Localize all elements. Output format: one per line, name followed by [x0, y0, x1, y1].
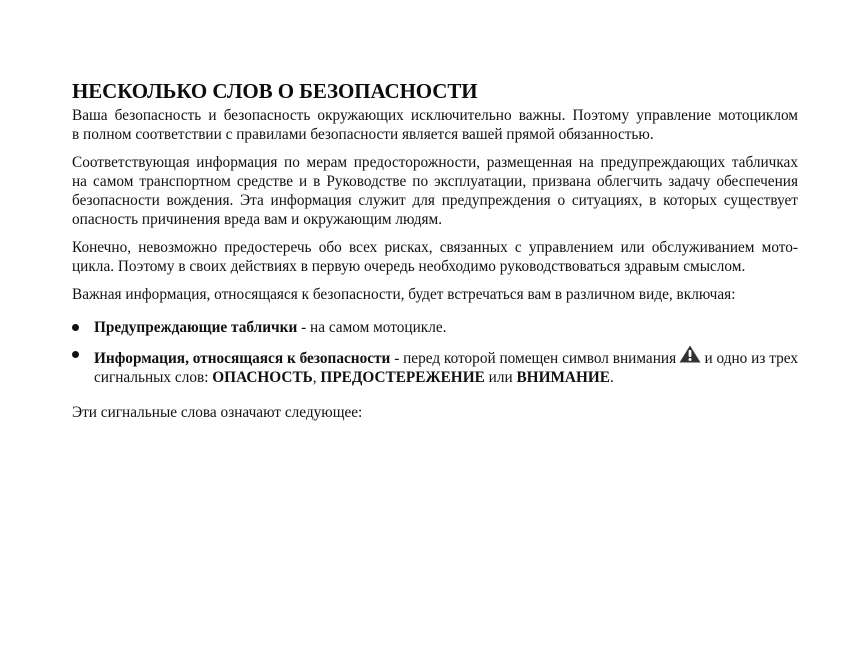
paragraph-info-forms	[72, 285, 798, 304]
bullet-term: Предупреждающие таблички	[94, 319, 298, 336]
text-line: в полном соответствии с правилами безопасности является вашей прямой обязанностью.	[72, 126, 654, 143]
text-line: Эти сигнальные слова означают следующее:	[72, 404, 363, 421]
text-line	[94, 345, 798, 368]
bullet-list	[72, 318, 798, 387]
bullet-term: Информация, относящаяся к безопасности	[94, 350, 391, 367]
text-line: Соответствующая информация по мерам предосторожности, размещенная на предупреждающих табличках	[72, 154, 798, 171]
safety-section	[72, 78, 798, 422]
paragraph-intro	[72, 106, 798, 144]
signal-word-danger: ОПАСНОСТЬ	[212, 369, 313, 386]
text-line: на самом транспортном средстве и в Руководстве по эксплуатации, призвана облегчить задачу обеспечения	[72, 173, 798, 190]
bullet-icon	[72, 351, 79, 358]
bullet-text: сигнальных слов:	[94, 369, 213, 386]
text-line: опасность причинения вреда вам и окружающим людям.	[72, 211, 443, 228]
bullet-icon	[72, 324, 79, 331]
warning-triangle-icon	[679, 345, 701, 363]
separator: ,	[312, 369, 321, 386]
text-line: Конечно, невозможно предостеречь обо всех рисках, связанных с управлением или обслуживанием мото-	[72, 239, 798, 256]
bullet-line-part	[94, 349, 676, 368]
list-item	[72, 318, 798, 337]
paragraph-closing	[72, 403, 798, 422]
section-title: НЕСКОЛЬКО СЛОВ О БЕЗОПАСНОСТИ	[72, 79, 478, 103]
bullet-text: - перед которой помещен символ внимания	[390, 350, 677, 367]
period: .	[609, 369, 614, 386]
paragraph-labels-info	[72, 153, 798, 229]
text-line: безопасности вождения. Эта информация служит для предупреждения о ситуациях, в которых существует	[72, 192, 798, 209]
text-line: Ваша безопасность и безопасность окружающих исключительно важны. Поэтому управление мотоциклом	[72, 107, 798, 124]
text-line: цикла. Поэтому в своих действиях в первую очередь необходимо руководствоваться здравым смыслом.	[72, 258, 746, 275]
list-item	[72, 345, 798, 387]
bullet-text: и одно из трех	[704, 350, 798, 367]
text-line	[94, 368, 798, 387]
signal-word-warning: ПРЕДОСТЕРЕЖЕНИЕ	[320, 369, 485, 386]
separator: или	[484, 369, 517, 386]
text-line: Важная информация, относящаяся к безопасности, будет встречаться вам в различном виде, включая:	[72, 286, 736, 303]
paragraph-common-sense	[72, 238, 798, 276]
signal-word-caution: ВНИМАНИЕ	[516, 369, 610, 386]
bullet-text: - на самом мотоцикле.	[297, 319, 447, 336]
